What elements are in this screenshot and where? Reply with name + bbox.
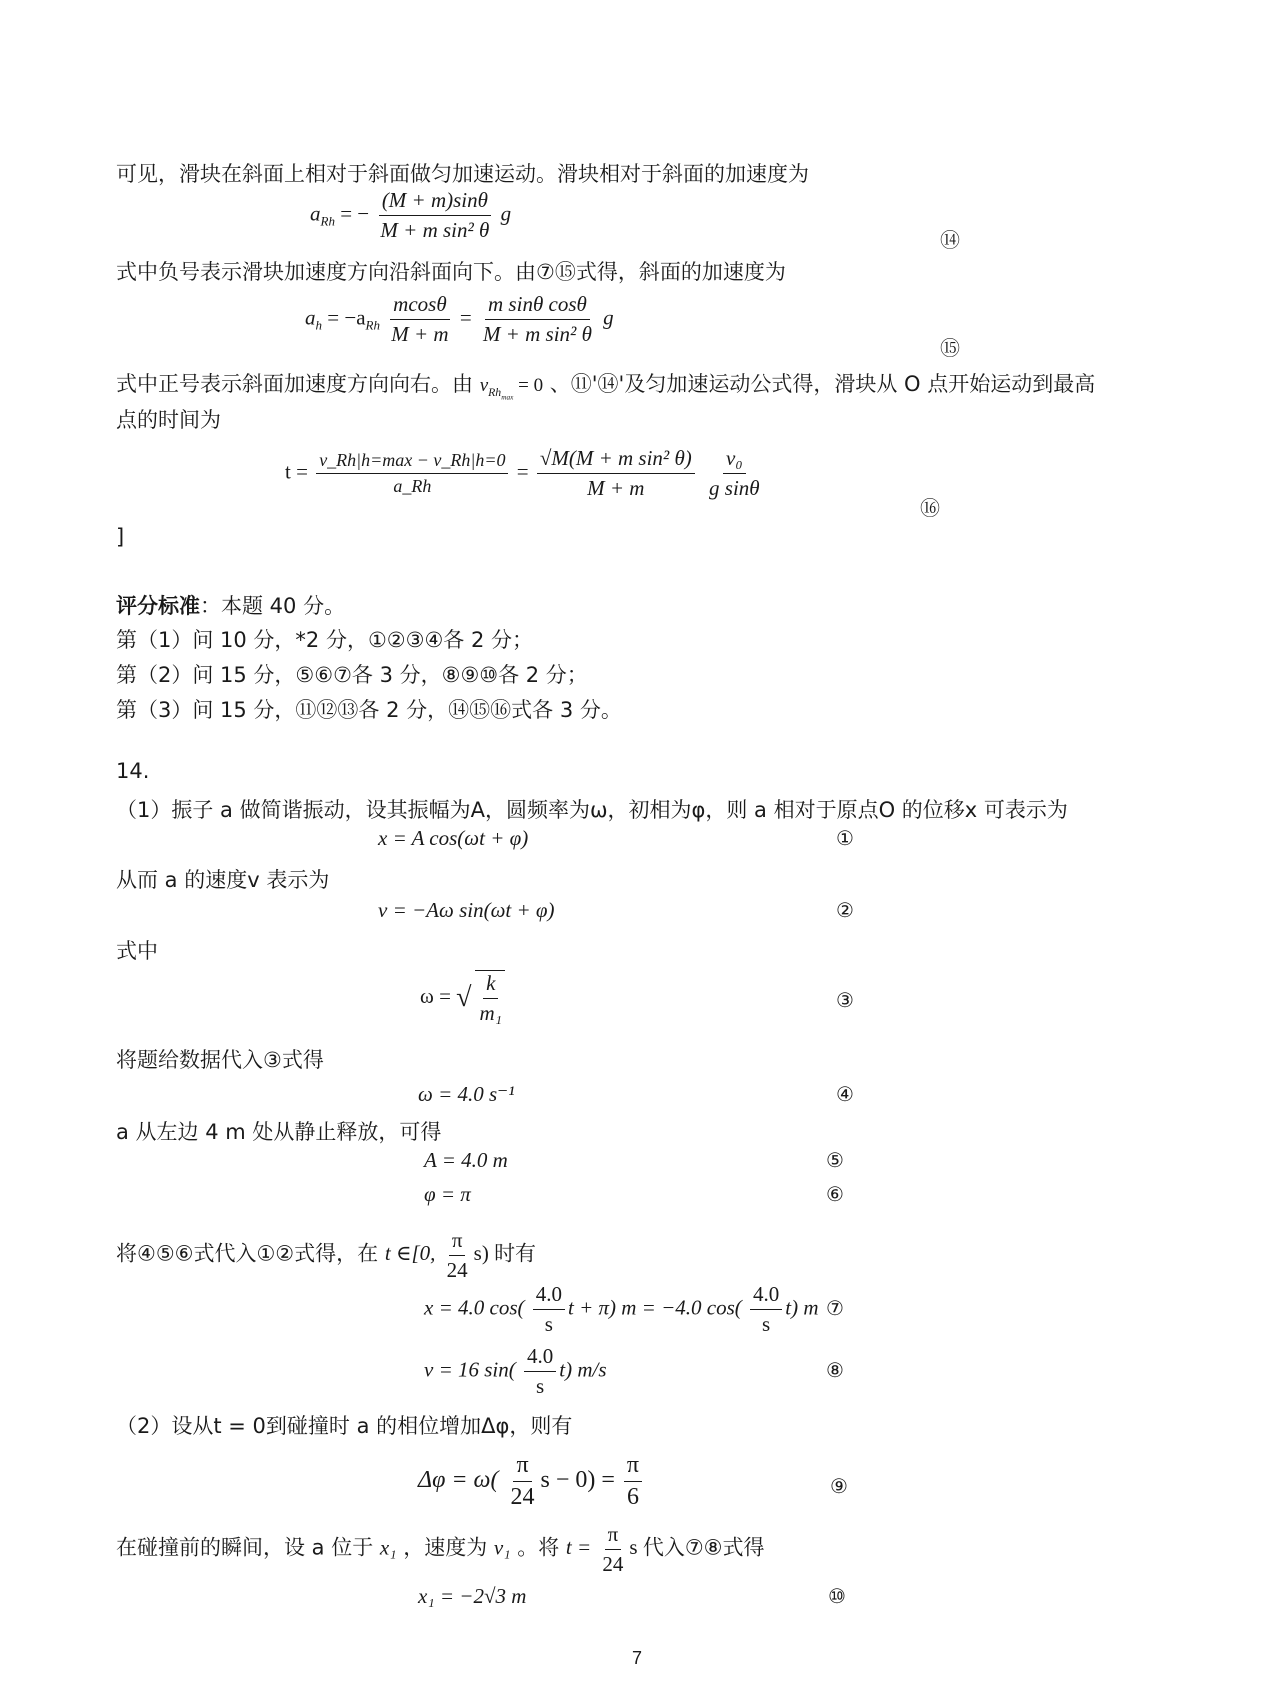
paragraph-text: 从而 a 的速度v 表示为 — [116, 868, 330, 892]
fraction: $\frac{mcos\theta}{M + m}$ — [391, 292, 449, 346]
equation-9: Δφ = ω( $\frac{\pi}{24}$ s − 0) = $\frac{\pi}{6}$ — [418, 1452, 645, 1511]
equation-16: t = $\frac{v\_Rh|h=\max - v\_Rh|h=0}{a\_Rh}$ = $\frac{\text{√M(M + m sin² θ)}}{M + m}$ $\frac{\text{v₀}}{\text{g sinθ}}$ — [285, 446, 766, 501]
fraction: $\frac{\text{√M(M + m sin² θ)}}{M + m}$ — [537, 446, 695, 501]
equation-7: x = 4.0 cos( $\frac{4.0}{s}$ t + π) m = −4.0 cos( $\frac{4.0}{s}$ t) m — [424, 1282, 819, 1336]
time-value: t = $\frac{\pi}{24}$ s — [565, 1522, 638, 1576]
equation-3: ω = √ $\frac{k}{\text{m₁}}$ — [420, 970, 508, 1026]
equation-marker: ⑩ — [828, 1584, 846, 1608]
paragraph-text: （2）设从t = 0到碰撞时 a 的相位增加Δφ，则有 — [116, 1414, 573, 1438]
velocity-condition: $v_{Rh_{max}} = 0$ — [479, 375, 544, 402]
equation-marker: ⑦ — [826, 1296, 844, 1320]
paragraph-text: 将题给数据代入③式得 — [116, 1048, 324, 1072]
scoring-line: 第（3）问 15 分，⑪⑫⑬各 2 分，⑭⑮⑯式各 3 分。 — [116, 698, 622, 722]
fraction: $\frac{\pi}{24}$ — [510, 1452, 535, 1510]
paragraph-text: 式中负号表示滑块加速度方向沿斜面向下。由⑦⑮式得，斜面的加速度为 — [116, 260, 786, 284]
equation-2: v = −Aω sin(ωt + φ) — [378, 898, 555, 922]
equation-marker: ⑯ — [920, 496, 940, 520]
question-number: 14. — [116, 759, 150, 783]
equation-marker: ④ — [836, 1082, 854, 1106]
equation-marker: ⑧ — [826, 1358, 844, 1382]
fraction: $\frac{\pi}{24}$ — [446, 1228, 468, 1282]
fraction: $\frac{4.0}{s}$ — [524, 1344, 556, 1399]
paragraph-text: 在碰撞前的瞬间，设 a 位于 x₁ ，速度为 v₁ 。将 t = $\frac{\pi}{24}$ s 代入⑦⑧式得 — [116, 1522, 765, 1576]
closing-bracket: ] — [116, 525, 125, 549]
fraction: $\frac{\text{v₀}}{\text{g sinθ}}$ — [709, 446, 760, 500]
paragraph-text: 点的时间为 — [116, 408, 221, 432]
fraction: $\frac{v\_Rh|h=\max - v\_Rh|h=0}{a\_Rh}$ — [316, 450, 508, 497]
equation-marker: ⑨ — [830, 1474, 848, 1498]
equation-1: x = A cos(ωt + φ) — [378, 826, 529, 850]
paragraph-text: 式中正号表示斜面加速度方向向右。由 $v_{Rh_{max}} = 0$ 、⑪'⑭'及匀加速运动公式得，滑块从 O 点开始运动到最高 — [116, 372, 1096, 402]
equation-8: v = 16 sin( $\frac{4.0}{s}$ t) m/s — [424, 1344, 607, 1398]
equation-15: $a_h = -a_{Rh}$ $\frac{mcos\theta}{M + m}$ = $\frac{\text{m sinθ cosθ}}{\text{M + m sin² θ}}$ g — [305, 292, 614, 346]
fraction: $\frac{\pi}{24}$ — [602, 1522, 624, 1576]
paragraph-text: 将④⑤⑥式代入①②式得，在 t ∈[0, $\frac{\pi}{24}$ s) 时有 — [116, 1228, 537, 1282]
paragraph-text: （1）振子 a 做简谐振动，设其振幅为A，圆频率为ω，初相为φ，则 a 相对于原点O 的位移x 可表示为 — [116, 798, 1068, 822]
paragraph-text: a 从左边 4 m 处从静止释放，可得 — [116, 1120, 442, 1144]
sqrt-icon: √ — [456, 982, 472, 1013]
scoring-heading: 评分标准：本题 40 分。 — [116, 594, 346, 618]
fraction: $\frac{4.0}{s}$ — [750, 1282, 782, 1337]
equation-10: x₁ = −2√3 m — [418, 1584, 527, 1608]
fraction: $\frac{(M + m)\sin\theta}{\text{M + m sin² θ}}$ — [380, 188, 490, 242]
fraction: $\frac{k}{\text{m₁}}$ — [475, 970, 505, 1026]
equation-marker: ⑤ — [826, 1148, 844, 1172]
equation-6: φ = π — [424, 1182, 471, 1206]
equation-marker: ⑭ — [940, 228, 960, 252]
equation-marker: ⑥ — [826, 1182, 844, 1206]
fraction: $\frac{4.0}{s}$ — [533, 1282, 565, 1337]
scoring-line: 第（2）问 15 分，⑤⑥⑦各 3 分，⑧⑨⑩各 2 分； — [116, 663, 588, 687]
fraction: $\frac{\pi}{6}$ — [624, 1452, 642, 1511]
equation-marker: ⑮ — [940, 336, 960, 360]
paragraph-text: 可见，滑块在斜面上相对于斜面做匀加速运动。滑块相对于斜面的加速度为 — [116, 162, 809, 186]
equation-marker: ③ — [836, 988, 854, 1012]
equation-marker: ② — [836, 898, 854, 922]
equation-marker: ① — [836, 826, 854, 850]
equation-14: $a_{Rh}$ = − $\frac{(M + m)\sin\theta}{\text{M + m sin² θ}}$ g — [310, 188, 512, 242]
time-interval: t ∈[0, $\frac{\pi}{24}$ s) — [384, 1228, 489, 1282]
scoring-line: 第（1）问 10 分，*2 分，①②③④各 2 分； — [116, 628, 533, 652]
equation-5: A = 4.0 m — [424, 1148, 508, 1172]
paragraph-text: 式中 — [116, 939, 158, 963]
equation-4: ω = 4.0 s⁻¹ — [418, 1082, 515, 1106]
fraction: $\frac{\text{m sinθ cosθ}}{\text{M + m sin² θ}}$ — [482, 292, 592, 346]
page-number: 7 — [632, 1648, 643, 1668]
